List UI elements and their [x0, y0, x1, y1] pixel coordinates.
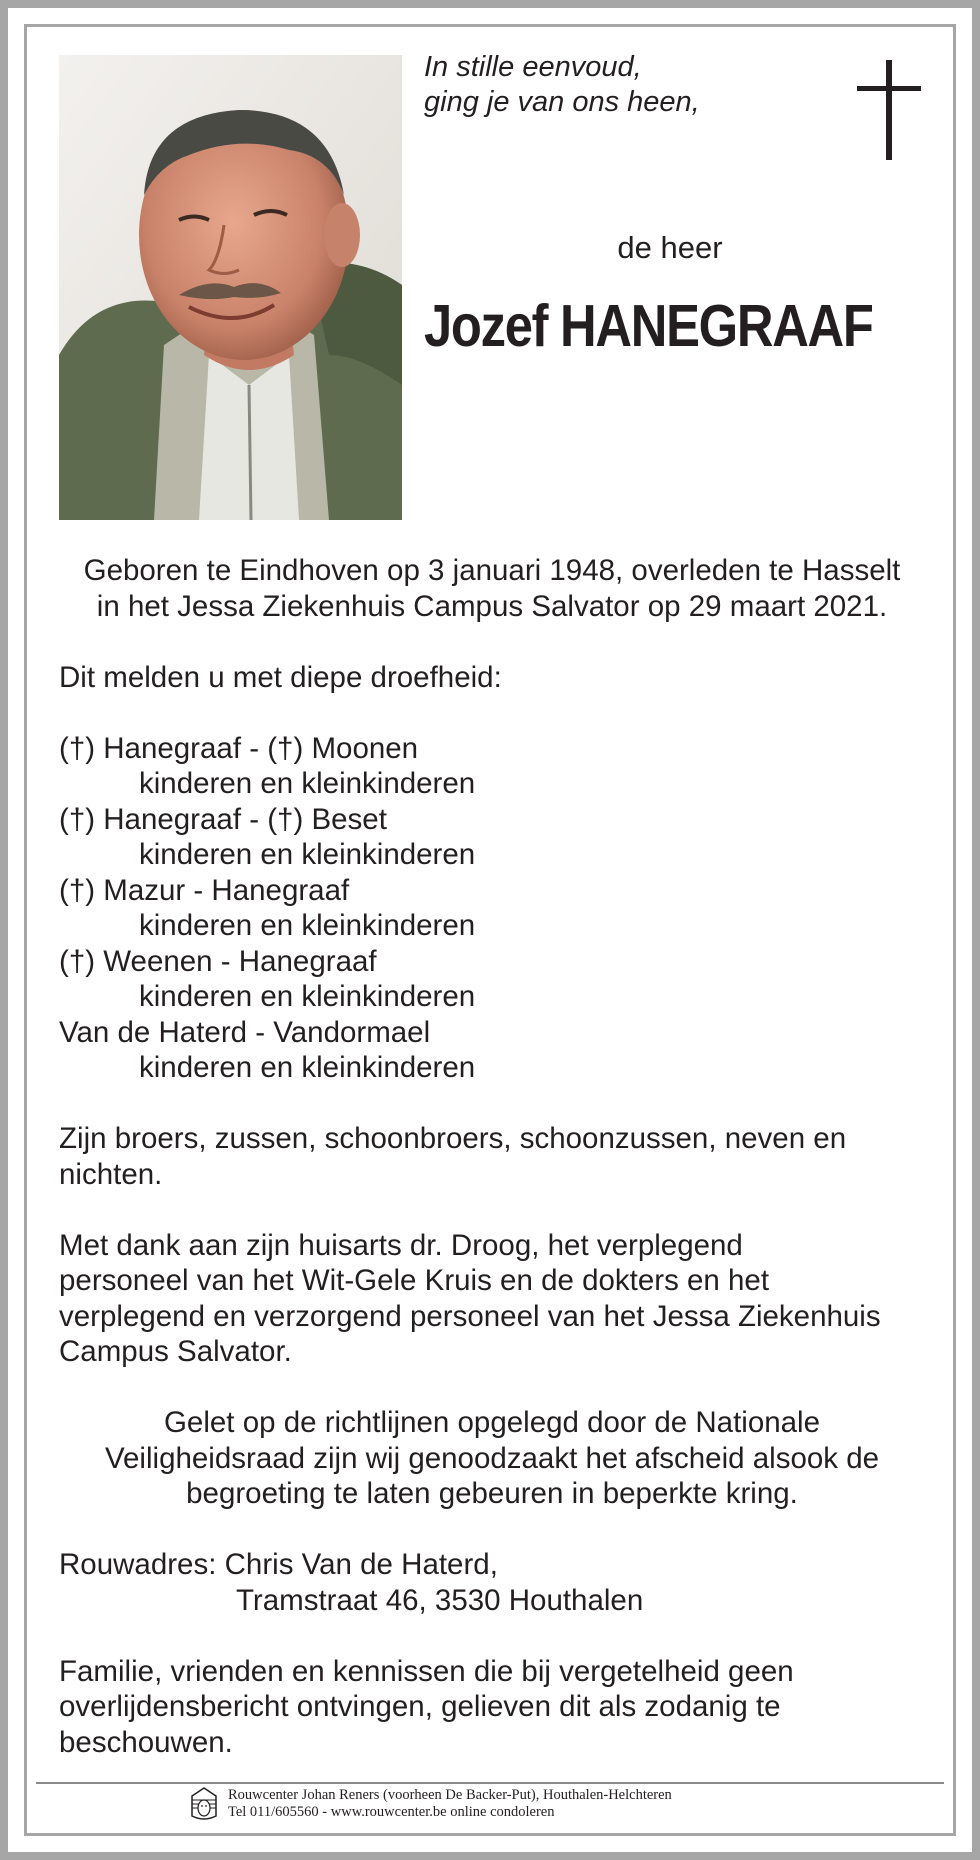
family-name: (†) Weenen - Hanegraaf	[59, 944, 377, 978]
thanks-line-1: Met dank aan zijn huisarts dr. Droog, het verplegend	[59, 1228, 743, 1262]
thanks-line-3: verplegend en verzorgend personeel van het Jessa Ziekenhuis	[59, 1299, 881, 1333]
siblings-line-1: Zijn broers, zussen, schoonbroers, schoonzussen, neven en	[59, 1122, 847, 1155]
name-prefix: de heer	[617, 230, 723, 265]
thanks-line-4: Campus Salvator.	[59, 1335, 292, 1368]
footer	[186, 1786, 672, 1822]
covid-line-1: Gelet op de richtlijnen opgelegd door de Nationale	[163, 1406, 820, 1439]
covid-block	[59, 1405, 925, 1512]
poem-line-2: ging je van ons heen,	[424, 86, 700, 118]
closing-line-3: beschouwen.	[59, 1725, 233, 1759]
birth-death-line-1: Geboren te Eindhoven op 3 januari 1948, overleden te Hasselt	[83, 554, 901, 587]
deceased-name: Jozef HANEGRAAF	[424, 293, 873, 359]
address-line-1: Chris Van de Haterd,	[224, 1548, 498, 1581]
address-block	[59, 1547, 925, 1618]
family-name: (†) Hanegraaf - (†) Moonen	[59, 731, 419, 765]
covid-line-2: Veiligheidsraad zijn wij genoodzaakt het afscheid alsook de	[104, 1441, 880, 1475]
thanks-block	[59, 1228, 925, 1370]
closing-line-2: overlijdensbericht ontvingen, gelieven dit als zodanig te	[59, 1690, 781, 1723]
poem	[424, 50, 700, 120]
family-name: (†) Mazur - Hanegraaf	[59, 873, 350, 907]
closing-line-1: Familie, vrienden en kennissen die bij vergetelheid geen	[59, 1654, 794, 1688]
portrait-photo	[59, 55, 402, 520]
covid-line-3: begroeting te laten gebeuren in beperkte kring.	[186, 1477, 798, 1510]
family-sub: kinderen en kleinkinderen	[139, 767, 476, 800]
cross-icon	[857, 60, 921, 160]
notice-body	[59, 553, 925, 1760]
thanks-line-2: personeel van het Wit-Gele Kruis en de dokters en het	[59, 1264, 770, 1297]
birth-death-line-2: in het Jessa Ziekenhuis Campus Salvator op 29 maart 2021.	[96, 589, 888, 623]
birth-death-block	[59, 553, 925, 624]
family-sub: kinderen en kleinkinderen	[139, 909, 476, 942]
footer-line-2: Tel 011/605560 - www.rouwcenter.be online condoleren	[228, 1804, 555, 1820]
siblings-line-2: nichten.	[59, 1157, 163, 1191]
poem-line-1: In stille eenvoud,	[424, 51, 642, 83]
address-label: Rouwadres:	[59, 1548, 225, 1581]
family-sub: kinderen en kleinkinderen	[139, 838, 476, 871]
sphinx-logo-icon	[186, 1786, 222, 1822]
family-sub: kinderen en kleinkinderen	[139, 1051, 476, 1084]
footer-line-1: Rouwcenter Johan Reners (voorheen De Backer-Put), Houthalen-Helchteren	[228, 1787, 672, 1803]
family-name: (†) Hanegraaf - (†) Beset	[59, 802, 387, 836]
family-sub: kinderen en kleinkinderen	[139, 980, 476, 1013]
address-line-2: Tramstraat 46, 3530 Houthalen	[236, 1583, 644, 1617]
siblings-block	[59, 1121, 925, 1192]
closing-block	[59, 1654, 925, 1761]
family-name: Van de Haterd - Vandormael	[59, 1015, 431, 1049]
family-list	[59, 731, 925, 1086]
footer-divider	[36, 1782, 944, 1784]
announce-text: Dit melden u met diepe droefheid:	[59, 660, 502, 694]
